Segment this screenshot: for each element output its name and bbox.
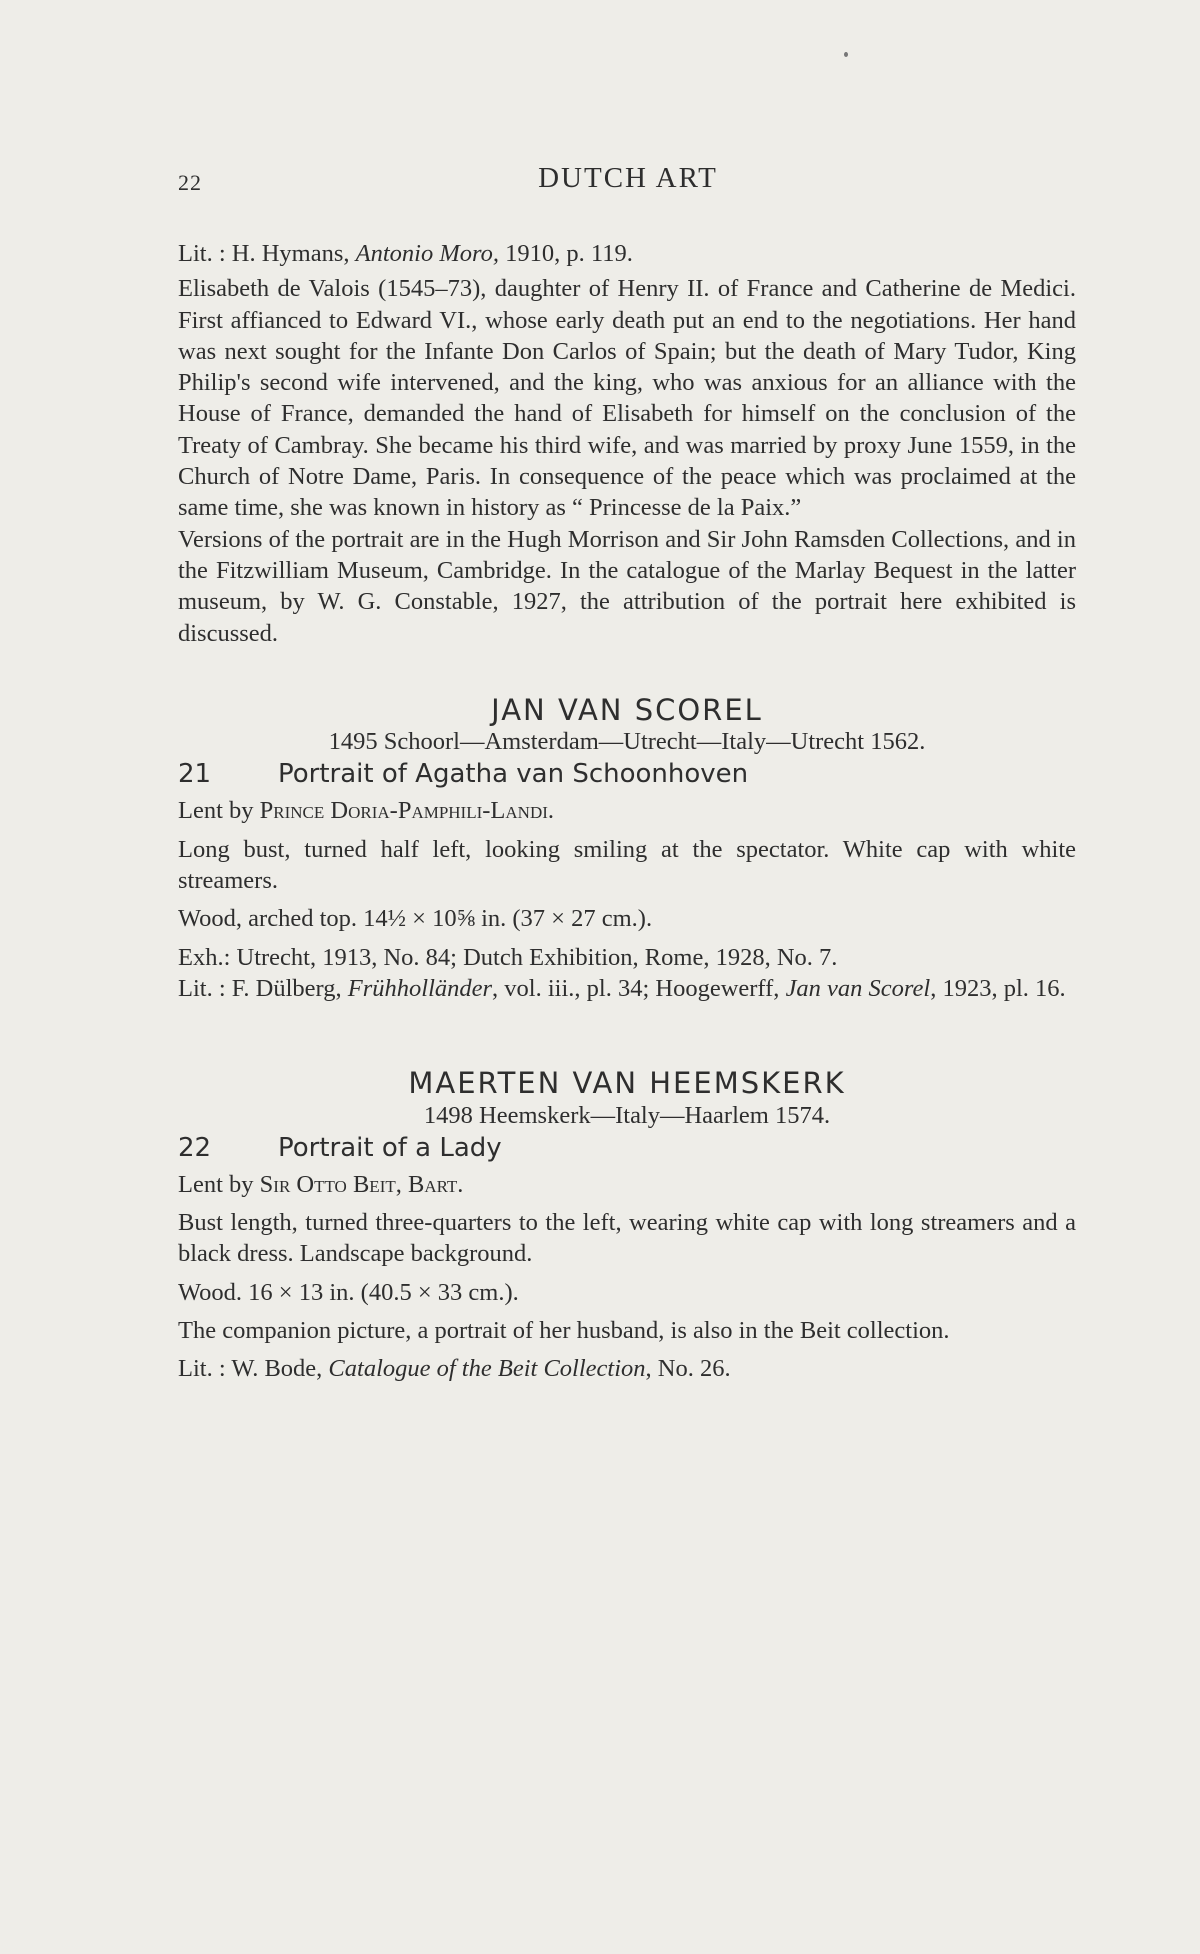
lit-prefix: Lit. : F. Dülberg, <box>178 974 348 1002</box>
lent-prefix: Lent by <box>178 797 260 825</box>
lent-prefix: Lent by <box>178 1170 260 1198</box>
medium-dimensions: Wood, arched top. 14½ × 10⅝ in. (37 × 27 cm.). <box>178 905 653 933</box>
artist-dates-scorel: 1495 Schoorl—Amsterdam—Utrecht—Italy—Utrecht 1562. <box>328 728 926 756</box>
lit-title: Frühholländer <box>347 974 493 1002</box>
lit-middle: , vol. iii., pl. 34; Hoogewerff, <box>492 974 786 1002</box>
running-head <box>178 162 1078 202</box>
lender-name: Prince Doria-Pamphili-Landi. <box>259 797 555 825</box>
description: Long bust, turned half left, looking smiling at the spectator. White cap with white streamers. <box>178 835 1076 895</box>
companion-note: The companion picture, a portrait of her husband, is also in the Beit collection. <box>178 1317 950 1345</box>
exhibition-history: Exh.: Utrecht, 1913, No. 84; Dutch Exhibition, Rome, 1928, No. 7. <box>178 943 838 971</box>
page-number: 22 <box>178 170 202 195</box>
description: Bust length, turned three-quarters to the left, wearing white cap with long streamers and a black dress. Landscape background. <box>178 1209 1076 1268</box>
sitter-biography: Elisabeth de Valois (1545–73), daughter of Henry II. of France and Catherine de Medici. First affianced to Edward VI., whose early death put an end to the negotiations. Her hand was next sought for the Infante Don Carlos of Spain; but the death of Mary Tudor, King Philip's second wife intervened, and the king, who was anxious for an alliance with the House of France, demanded the hand of Elisabeth for himself on the conclusion of the Treaty of Cambray. She became his third wife, and was married by proxy June 1559, in the Church of Notre Dame, Paris. In consequence of the peace which was proclaimed at the same time, she was known in history as “ Princesse de la Paix.” <box>178 275 1076 522</box>
lit-suffix: 1910, p. 119. <box>499 240 633 267</box>
medium-dimensions: Wood. 16 × 13 in. (40.5 × 33 cm.). <box>178 1278 519 1306</box>
artist-heading-scorel: JAN VAN SCOREL <box>491 692 763 727</box>
entry-title: Portrait of Agatha van Schoonhoven <box>278 759 749 790</box>
entry-title: Portrait of a Lady <box>278 1132 502 1163</box>
versions-note: Versions of the portrait are in the Hugh Morrison and Sir John Ramsden Collections, and in the Fitzwilliam Museum, Cambridge. In the catalogue of the Marlay Bequest in the latter museum, by W. G. Constable, 1927, the attribution of the portrait here exhibited is discussed. <box>178 525 1076 647</box>
entry-number: 21 <box>178 759 212 790</box>
literature <box>178 1353 1076 1384</box>
page-content <box>178 238 1076 1385</box>
catalogue-entry-21 <box>178 757 1076 791</box>
moro-literature <box>178 238 1076 269</box>
lit-suffix: , 1923, pl. 16. <box>930 974 1066 1002</box>
lit-title-2: Jan van Scorel <box>785 974 931 1002</box>
lit-title: Catalogue of the Beit Collection <box>328 1355 646 1383</box>
lender-line <box>178 1169 1076 1200</box>
ink-speck <box>844 52 848 57</box>
lit-prefix: Lit. : W. Bode, <box>178 1355 329 1383</box>
artist-heading-heemskerk: MAERTEN VAN HEEMSKERK <box>408 1066 846 1101</box>
running-title: DUTCH ART <box>538 162 718 194</box>
literature <box>178 973 1076 1004</box>
catalogue-entry-22 <box>178 1131 1076 1165</box>
lit-prefix: Lit. : H. Hymans, <box>178 240 356 267</box>
artist-dates-heemskerk: 1498 Heemskerk—Italy—Haarlem 1574. <box>423 1101 831 1129</box>
lit-suffix: , No. 26. <box>645 1355 731 1383</box>
entry-number: 22 <box>178 1132 212 1163</box>
lender-name: Sir Otto Beit, Bart. <box>259 1170 464 1198</box>
lit-title: Antonio Moro, <box>355 240 499 267</box>
lender-line <box>178 795 1076 826</box>
